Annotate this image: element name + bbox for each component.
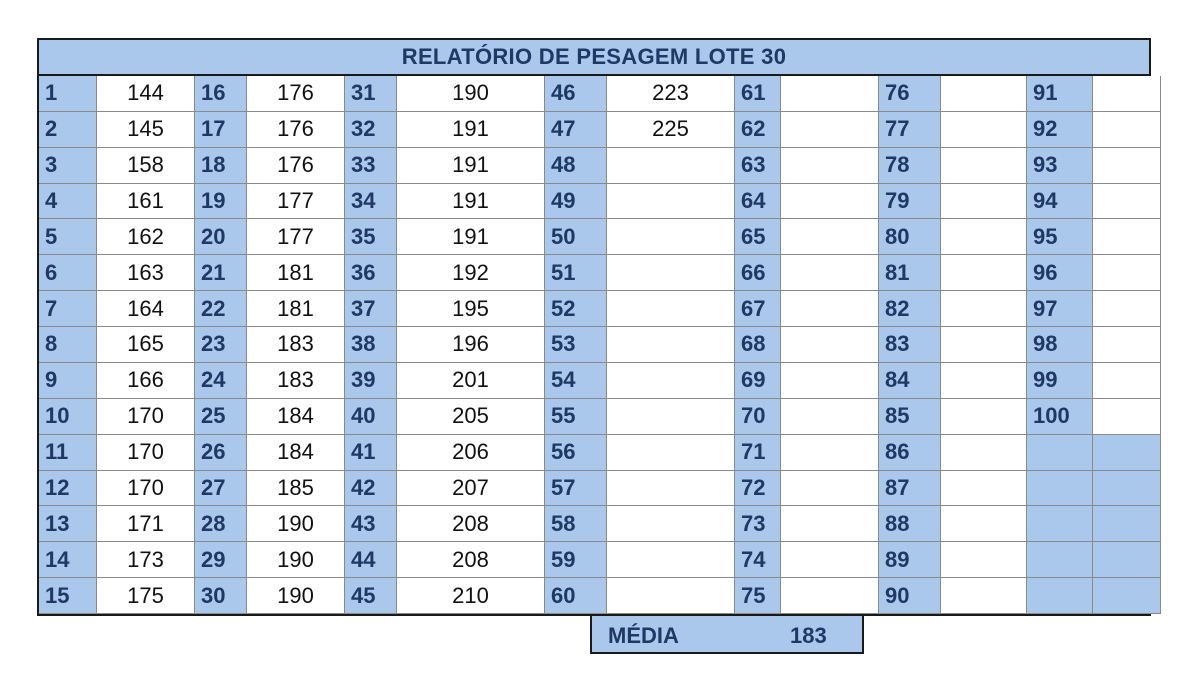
- animal-number-cell: 60: [545, 578, 607, 614]
- weight-value-cell: [781, 184, 879, 220]
- animal-number-cell: 100: [1027, 399, 1093, 435]
- animal-number-cell: 78: [879, 148, 941, 184]
- animal-number-cell: 39: [345, 363, 397, 399]
- weight-value-cell: 170: [97, 471, 195, 507]
- animal-number-cell: 40: [345, 399, 397, 435]
- weighing-report-table: [37, 38, 1151, 616]
- animal-number-cell: 45: [345, 578, 397, 614]
- animal-number-cell: [1027, 542, 1093, 578]
- weight-value-cell: [941, 184, 1027, 220]
- animal-number-cell: 36: [345, 255, 397, 291]
- animal-number-cell: 62: [735, 112, 781, 148]
- animal-number-cell: 7: [39, 291, 97, 327]
- weight-value-cell: [781, 399, 879, 435]
- animal-number-cell: 2: [39, 112, 97, 148]
- animal-number-cell: 97: [1027, 291, 1093, 327]
- animal-number-cell: 87: [879, 471, 941, 507]
- weight-value-cell: [1093, 471, 1161, 507]
- weight-value-cell: 170: [97, 435, 195, 471]
- animal-number-cell: 18: [195, 148, 247, 184]
- animal-number-cell: 46: [545, 76, 607, 112]
- animal-number-cell: 35: [345, 219, 397, 255]
- weight-value-cell: 164: [97, 291, 195, 327]
- animal-number-cell: 43: [345, 506, 397, 542]
- animal-number-cell: 25: [195, 399, 247, 435]
- weight-value-cell: [1093, 255, 1161, 291]
- weight-value-cell: [1093, 76, 1161, 112]
- weight-value-cell: [941, 255, 1027, 291]
- animal-number-cell: 85: [879, 399, 941, 435]
- animal-number-cell: 30: [195, 578, 247, 614]
- animal-number-cell: 13: [39, 506, 97, 542]
- animal-number-cell: 48: [545, 148, 607, 184]
- animal-number-cell: 4: [39, 184, 97, 220]
- animal-number-cell: 11: [39, 435, 97, 471]
- weight-value-cell: [941, 506, 1027, 542]
- animal-number-cell: 98: [1027, 327, 1093, 363]
- weight-value-cell: [607, 435, 735, 471]
- animal-number-cell: 86: [879, 435, 941, 471]
- animal-number-cell: 71: [735, 435, 781, 471]
- weight-value-cell: [941, 148, 1027, 184]
- weight-value-cell: 185: [247, 471, 345, 507]
- weight-value-cell: [607, 506, 735, 542]
- weight-value-cell: [781, 435, 879, 471]
- weight-value-cell: 205: [397, 399, 545, 435]
- weight-value-cell: [1093, 435, 1161, 471]
- weight-value-cell: [607, 363, 735, 399]
- animal-number-cell: 56: [545, 435, 607, 471]
- animal-number-cell: 42: [345, 471, 397, 507]
- weight-value-cell: [781, 327, 879, 363]
- animal-number-cell: 91: [1027, 76, 1093, 112]
- weight-value-cell: [941, 363, 1027, 399]
- animal-number-cell: 9: [39, 363, 97, 399]
- weight-value-cell: [1093, 578, 1161, 614]
- animal-number-cell: 90: [879, 578, 941, 614]
- animal-number-cell: 8: [39, 327, 97, 363]
- weight-value-cell: 183: [247, 327, 345, 363]
- weight-value-cell: [941, 219, 1027, 255]
- animal-number-cell: [1027, 506, 1093, 542]
- weight-value-cell: [1093, 327, 1161, 363]
- animal-number-cell: 69: [735, 363, 781, 399]
- weight-value-cell: [781, 112, 879, 148]
- weight-value-cell: 163: [97, 255, 195, 291]
- weight-value-cell: 183: [247, 363, 345, 399]
- weight-value-cell: 201: [397, 363, 545, 399]
- weight-value-cell: 171: [97, 506, 195, 542]
- weight-value-cell: [607, 148, 735, 184]
- animal-number-cell: 72: [735, 471, 781, 507]
- animal-number-cell: 14: [39, 542, 97, 578]
- animal-number-cell: 84: [879, 363, 941, 399]
- weight-value-cell: 192: [397, 255, 545, 291]
- animal-number-cell: 70: [735, 399, 781, 435]
- animal-number-cell: 26: [195, 435, 247, 471]
- weight-value-cell: [1093, 291, 1161, 327]
- weight-value-cell: 176: [247, 148, 345, 184]
- animal-number-cell: 76: [879, 76, 941, 112]
- weight-value-cell: [607, 471, 735, 507]
- animal-number-cell: 15: [39, 578, 97, 614]
- animal-number-cell: 6: [39, 255, 97, 291]
- animal-number-cell: 19: [195, 184, 247, 220]
- weight-value-cell: [941, 578, 1027, 614]
- weight-value-cell: 191: [397, 112, 545, 148]
- weight-value-cell: [941, 471, 1027, 507]
- animal-number-cell: 16: [195, 76, 247, 112]
- weight-value-cell: 165: [97, 327, 195, 363]
- weight-value-cell: [781, 291, 879, 327]
- animal-number-cell: 88: [879, 506, 941, 542]
- animal-number-cell: 68: [735, 327, 781, 363]
- weight-value-cell: [941, 399, 1027, 435]
- weight-value-cell: [607, 578, 735, 614]
- animal-number-cell: 55: [545, 399, 607, 435]
- animal-number-cell: 57: [545, 471, 607, 507]
- animal-number-cell: 59: [545, 542, 607, 578]
- animal-number-cell: 75: [735, 578, 781, 614]
- weight-value-cell: [941, 112, 1027, 148]
- animal-number-cell: 89: [879, 542, 941, 578]
- weight-value-cell: [941, 291, 1027, 327]
- animal-number-cell: 94: [1027, 184, 1093, 220]
- animal-number-cell: 64: [735, 184, 781, 220]
- weight-value-cell: [607, 399, 735, 435]
- average-value: 183: [790, 623, 827, 648]
- animal-number-cell: 1: [39, 76, 97, 112]
- animal-number-cell: 61: [735, 76, 781, 112]
- weight-value-cell: [941, 327, 1027, 363]
- weight-value-cell: 223: [607, 76, 735, 112]
- animal-number-cell: 28: [195, 506, 247, 542]
- animal-number-cell: 99: [1027, 363, 1093, 399]
- animal-number-cell: 31: [345, 76, 397, 112]
- weight-value-cell: 177: [247, 184, 345, 220]
- weight-value-cell: [941, 542, 1027, 578]
- animal-number-cell: 33: [345, 148, 397, 184]
- weight-value-cell: 162: [97, 219, 195, 255]
- weight-value-cell: 173: [97, 542, 195, 578]
- animal-number-cell: 66: [735, 255, 781, 291]
- animal-number-cell: 95: [1027, 219, 1093, 255]
- animal-number-cell: 37: [345, 291, 397, 327]
- weight-value-cell: [941, 435, 1027, 471]
- weight-value-cell: [1093, 148, 1161, 184]
- animal-number-cell: 5: [39, 219, 97, 255]
- weight-value-cell: 191: [397, 219, 545, 255]
- weight-value-cell: 176: [247, 112, 345, 148]
- animal-number-cell: 74: [735, 542, 781, 578]
- animal-number-cell: 51: [545, 255, 607, 291]
- weight-value-cell: 181: [247, 255, 345, 291]
- animal-number-cell: 41: [345, 435, 397, 471]
- animal-number-cell: 79: [879, 184, 941, 220]
- weight-value-cell: 181: [247, 291, 345, 327]
- weight-value-cell: 170: [97, 399, 195, 435]
- weight-value-cell: 145: [97, 112, 195, 148]
- animal-number-cell: 27: [195, 471, 247, 507]
- animal-number-cell: 49: [545, 184, 607, 220]
- weight-value-cell: [781, 506, 879, 542]
- animal-number-cell: 50: [545, 219, 607, 255]
- animal-number-cell: 21: [195, 255, 247, 291]
- animal-number-cell: 58: [545, 506, 607, 542]
- weight-value-cell: 206: [397, 435, 545, 471]
- animal-number-cell: 23: [195, 327, 247, 363]
- weight-value-cell: [1093, 363, 1161, 399]
- weight-value-cell: 144: [97, 76, 195, 112]
- weight-value-cell: 208: [397, 506, 545, 542]
- weight-value-cell: 196: [397, 327, 545, 363]
- weight-value-cell: [781, 148, 879, 184]
- animal-number-cell: 63: [735, 148, 781, 184]
- weight-value-cell: 208: [397, 542, 545, 578]
- weight-value-cell: [607, 291, 735, 327]
- animal-number-cell: 54: [545, 363, 607, 399]
- weight-value-cell: [607, 542, 735, 578]
- weight-value-cell: 195: [397, 291, 545, 327]
- weight-value-cell: [1093, 542, 1161, 578]
- weight-value-cell: [1093, 112, 1161, 148]
- weight-value-cell: 190: [247, 578, 345, 614]
- weight-value-cell: 191: [397, 184, 545, 220]
- animal-number-cell: 44: [345, 542, 397, 578]
- animal-number-cell: 12: [39, 471, 97, 507]
- weight-value-cell: 190: [247, 542, 345, 578]
- weight-value-cell: [607, 184, 735, 220]
- weight-value-cell: [781, 578, 879, 614]
- weight-value-cell: 177: [247, 219, 345, 255]
- weight-value-cell: [781, 363, 879, 399]
- weight-value-cell: 161: [97, 184, 195, 220]
- animal-number-cell: 3: [39, 148, 97, 184]
- weight-value-cell: 175: [97, 578, 195, 614]
- weight-value-cell: [1093, 184, 1161, 220]
- animal-number-cell: 24: [195, 363, 247, 399]
- weight-value-cell: [1093, 506, 1161, 542]
- weight-value-cell: 184: [247, 435, 345, 471]
- weight-value-cell: 190: [247, 506, 345, 542]
- animal-number-cell: 73: [735, 506, 781, 542]
- weight-value-cell: 190: [397, 76, 545, 112]
- animal-number-cell: 17: [195, 112, 247, 148]
- weight-value-cell: 225: [607, 112, 735, 148]
- weight-value-cell: 176: [247, 76, 345, 112]
- animal-number-cell: 67: [735, 291, 781, 327]
- animal-number-cell: 29: [195, 542, 247, 578]
- animal-number-cell: 92: [1027, 112, 1093, 148]
- animal-number-cell: 20: [195, 219, 247, 255]
- weight-value-cell: [781, 219, 879, 255]
- weight-value-cell: [781, 471, 879, 507]
- animal-number-cell: 65: [735, 219, 781, 255]
- weight-value-cell: 184: [247, 399, 345, 435]
- animal-number-cell: 77: [879, 112, 941, 148]
- weighing-grid: [39, 76, 1149, 614]
- weight-value-cell: [781, 542, 879, 578]
- animal-number-cell: 80: [879, 219, 941, 255]
- animal-number-cell: [1027, 471, 1093, 507]
- weight-value-cell: [781, 76, 879, 112]
- average-box: [590, 614, 864, 654]
- weight-value-cell: 210: [397, 578, 545, 614]
- average-label: MÉDIA: [608, 623, 679, 648]
- animal-number-cell: 22: [195, 291, 247, 327]
- animal-number-cell: 93: [1027, 148, 1093, 184]
- weight-value-cell: [607, 327, 735, 363]
- weight-value-cell: [1093, 219, 1161, 255]
- weight-value-cell: [941, 76, 1027, 112]
- animal-number-cell: 53: [545, 327, 607, 363]
- animal-number-cell: 32: [345, 112, 397, 148]
- animal-number-cell: 34: [345, 184, 397, 220]
- weight-value-cell: 207: [397, 471, 545, 507]
- animal-number-cell: 52: [545, 291, 607, 327]
- weight-value-cell: [781, 255, 879, 291]
- animal-number-cell: 10: [39, 399, 97, 435]
- animal-number-cell: 81: [879, 255, 941, 291]
- animal-number-cell: 38: [345, 327, 397, 363]
- weight-value-cell: [607, 255, 735, 291]
- animal-number-cell: 47: [545, 112, 607, 148]
- weight-value-cell: 166: [97, 363, 195, 399]
- animal-number-cell: [1027, 578, 1093, 614]
- animal-number-cell: 82: [879, 291, 941, 327]
- report-title: RELATÓRIO DE PESAGEM LOTE 30: [39, 40, 1149, 76]
- weight-value-cell: [1093, 399, 1161, 435]
- animal-number-cell: [1027, 435, 1093, 471]
- weight-value-cell: [607, 219, 735, 255]
- weight-value-cell: 191: [397, 148, 545, 184]
- weight-value-cell: 158: [97, 148, 195, 184]
- animal-number-cell: 83: [879, 327, 941, 363]
- animal-number-cell: 96: [1027, 255, 1093, 291]
